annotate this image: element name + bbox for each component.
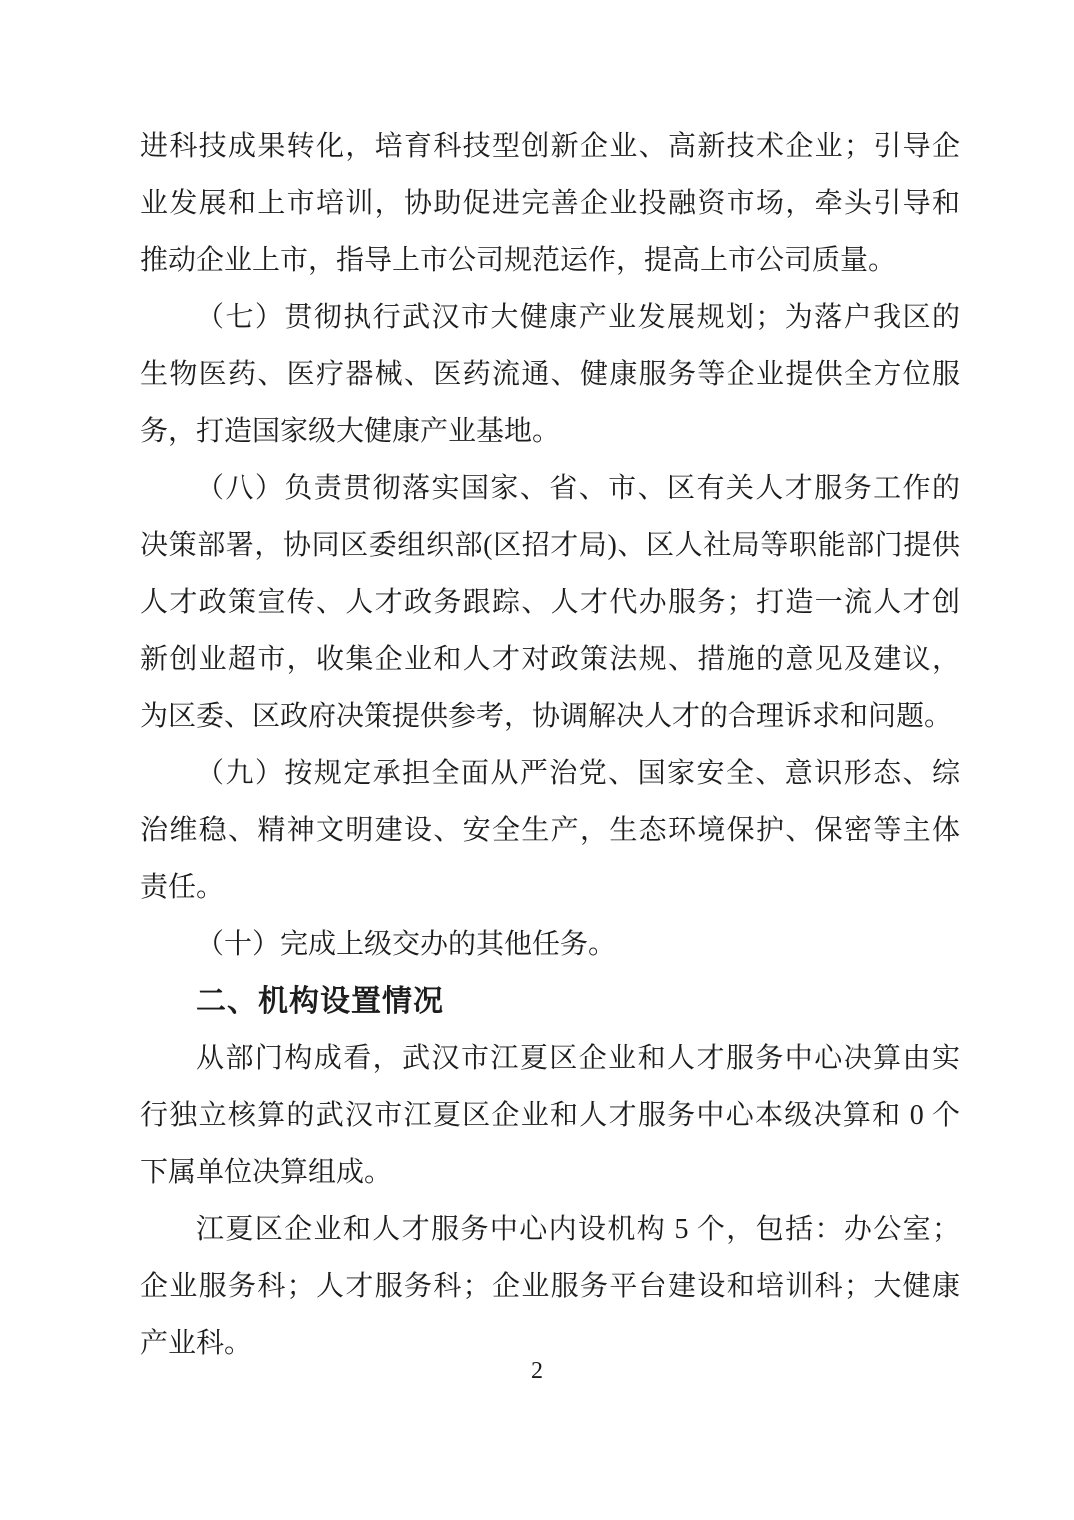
- page-number: 2: [531, 1358, 543, 1384]
- text-line: 责任。: [140, 872, 225, 903]
- text-line: 决策部署，协同区委组织部(区招才局)、区人社局等职能部门提供: [140, 530, 960, 561]
- text-line: 人才政策宣传、人才政务跟踪、人才代办服务；打造一流人才创: [140, 587, 960, 618]
- text-line: 业发展和上市培训，协助促进完善企业投融资市场，牵头引导和: [140, 188, 960, 219]
- section-heading: 二、机构设置情况: [196, 985, 444, 1018]
- text-line: 务，打造国家级大健康产业基地。: [140, 416, 561, 447]
- text-line: 为区委、区政府决策提供参考，协调解决人才的合理诉求和问题。: [140, 701, 953, 732]
- text-line: 推动企业上市，指导上市公司规范运作，提高上市公司质量。: [140, 245, 897, 276]
- text-line: 产业科。: [140, 1328, 253, 1359]
- text-line: 从部门构成看，武汉市江夏区企业和人才服务中心决算由实: [196, 1043, 960, 1074]
- document-body: [140, 118, 960, 1372]
- text-line: 行独立核算的武汉市江夏区企业和人才服务中心本级决算和 0 个: [140, 1100, 960, 1131]
- text-line: 新创业超市，收集企业和人才对政策法规、措施的意见及建议，: [140, 644, 960, 675]
- text-line: 进科技成果转化，培育科技型创新企业、高新技术企业；引导企: [140, 131, 960, 162]
- text-line: 生物医药、医疗器械、医药流通、健康服务等企业提供全方位服: [140, 359, 960, 390]
- text-line: （九）按规定承担全面从严治党、国家安全、意识形态、综: [196, 758, 960, 789]
- text-line: （十）完成上级交办的其他任务。: [196, 929, 617, 960]
- text-line: （七）贯彻执行武汉市大健康产业发展规划；为落户我区的: [196, 302, 960, 333]
- text-line: 治维稳、精神文明建设、安全生产，生态环境保护、保密等主体: [140, 815, 960, 846]
- text-line: 江夏区企业和人才服务中心内设机构 5 个，包括：办公室；: [196, 1214, 960, 1245]
- text-line: 企业服务科；人才服务科；企业服务平台建设和培训科；大健康: [140, 1271, 960, 1302]
- text-line: （八）负责贯彻落实国家、省、市、区有关人才服务工作的: [196, 473, 960, 504]
- text-line: 下属单位决算组成。: [140, 1157, 393, 1188]
